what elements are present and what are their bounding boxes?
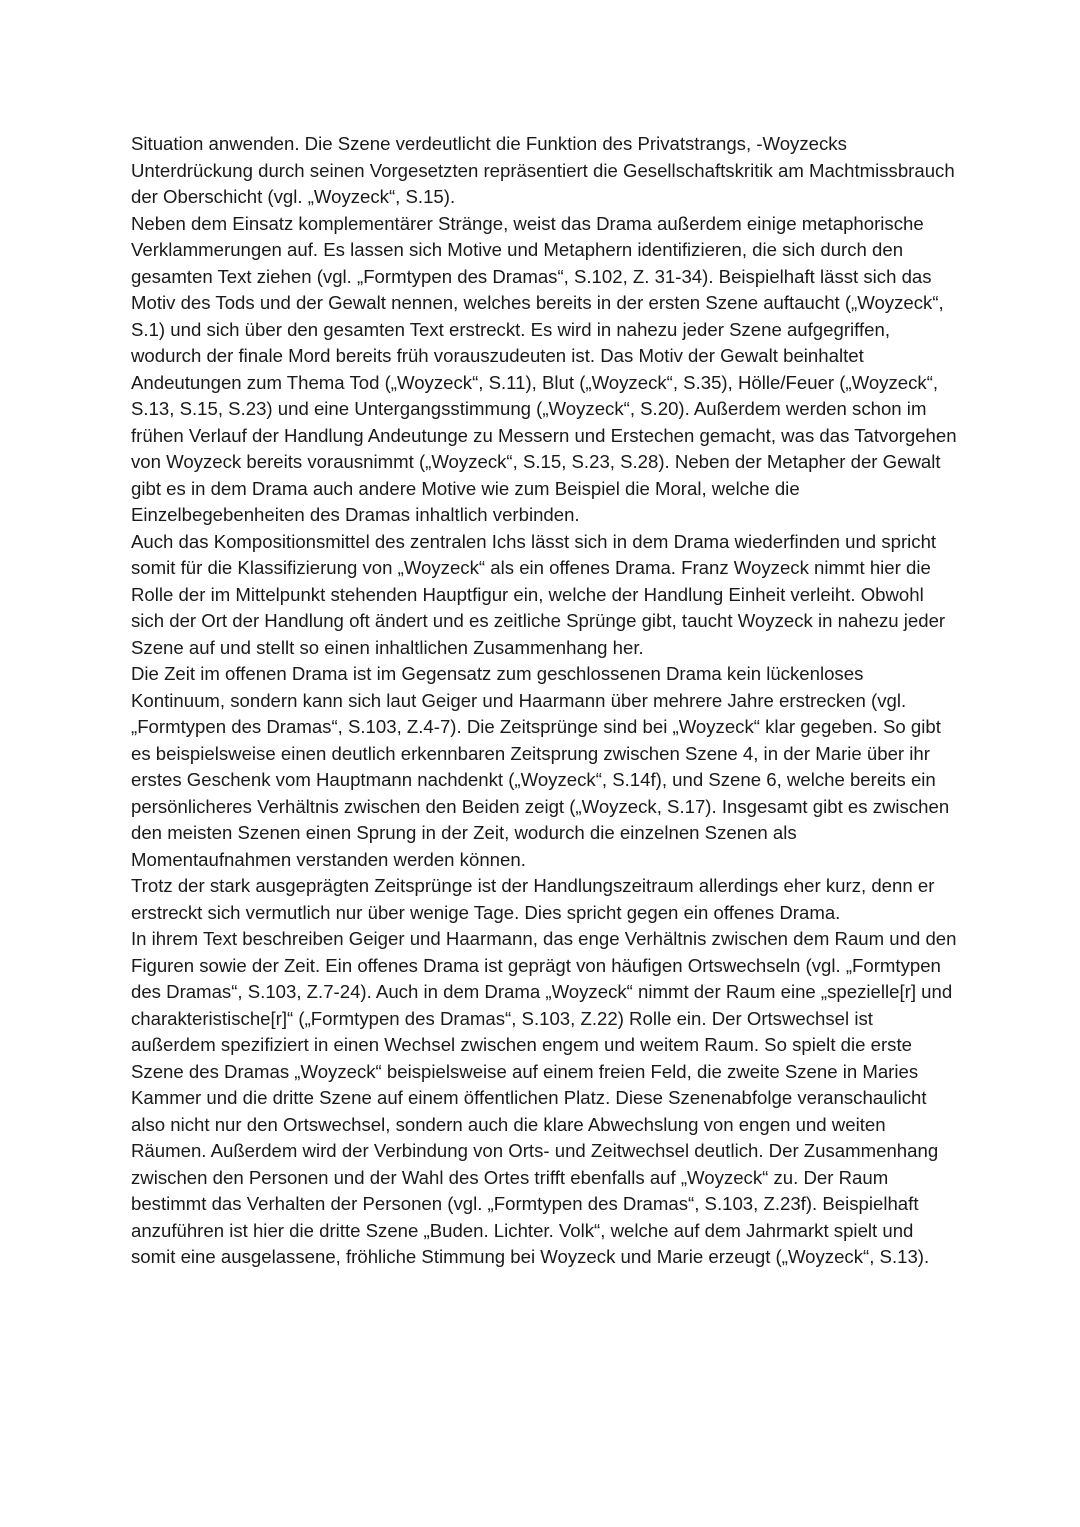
paragraph-raum-und-figuren: In ihrem Text beschreiben Geiger und Haarmann, das enge Verhältnis zwischen dem Raum und den Figuren sowie der Zeit. Ein offenes Drama ist geprägt von häufigen Ortswechseln (vgl. „Formtypen des Dramas“, S.103, Z.7-24). Auch in dem Drama „Woyzeck“ nimmt der Raum eine „spezielle[r] und charakteristische[r]“ („Formtypen des Dramas“, S.103, Z.22) Rolle ein. Der Ortswechsel ist außerdem spezifiziert in einen Wechsel zwischen engem und weitem Raum. So spielt die erste Szene des Dramas „Woyzeck“ beispielsweise auf einem freien Feld, die zweite Szene in Maries Kammer und die dritte Szene auf einem öffentlichen Platz. Diese Szenenabfolge veranschaulicht also nicht nur den Ortswechsel, sondern auch die klare Abwechslung von engen und weiten Räumen. Außerdem wird der Verbindung von Orts- und Zeitwechsel deutlich. Der Zusammenhang zwischen den Personen und der Wahl des Ortes trifft ebenfalls auf „Woyzeck“ zu. Der Raum bestimmt das Verhalten der Personen (vgl. „Formtypen des Dramas“, S.103, Z.23f). Beispielhaft anzuführen ist hier die dritte Szene „Buden. Lichter. Volk“, welche auf dem Jahrmarkt spielt und somit eine ausgelassene, fröhliche Stimmung bei Woyzeck und Marie erzeugt („Woyzeck“, S.13).: [131, 928, 957, 1267]
paragraph-zeit-offenes-drama: Die Zeit im offenen Drama ist im Gegensatz zum geschlossenen Drama kein lückenloses Kontinuum, sondern kann sich laut Geiger und Haarmann über mehrere Jahre erstrecken (vgl. „Formtypen des Dramas“, S.103, Z.4-7). Die Zeitsprünge sind bei „Woyzeck“ klar gegeben. So gibt es beispielsweise einen deutlich erkennbaren Zeitsprung zwischen Szene 4, in der Marie über ihr erstes Geschenk vom Hauptmann nachdenkt („Woyzeck“, S.14f), und Szene 6, welche bereits ein persönlicheres Verhältnis zwischen den Beiden zeigt („Woyzeck, S.17). Insgesamt gibt es zwischen den meisten Szenen einen Sprung in der Zeit, wodurch die einzelnen Szenen als Momentaufnahmen verstanden werden können.: [131, 663, 950, 870]
paragraph-zentrales-ich: Auch das Kompositionsmittel des zentralen Ichs lässt sich in dem Drama wiederfinden und spricht somit für die Klassifizierung von „Woyzeck“ als ein offenes Drama. Franz Woyzeck nimmt hier die Rolle der im Mittelpunkt stehenden Hauptfigur ein, welche der Handlung Einheit verleiht. Obwohl sich der Ort der Handlung oft ändert und es zeitliche Sprünge gibt, taucht Woyzeck in nahezu jeder Szene auf und stellt so einen inhaltlichen Zusammenhang her.: [131, 530, 946, 658]
paragraph-metaphorische-verklammerungen: Neben dem Einsatz komplementärer Stränge, weist das Drama außerdem einige metaphorische Verklammerungen auf. Es lassen sich Motive und Metaphern identifizieren, die sich durch den gesamten Text ziehen (vgl. „Formtypen des Dramas“, S.102, Z. 31-34). Beispielhaft lässt sich das Motiv des Tods und der Gewalt nennen, welches bereits in der ersten Szene auftaucht („Woyzeck“, S.1) und sich über den gesamten Text erstreckt. Es wird in nahezu jeder Szene aufgegriffen, wodurch der finale Mord bereits früh vorauszudeuten ist. Das Motiv der Gewalt beinhaltet Andeutungen zum Thema Tod („Woyzeck“, S.11), Blut („Woyzeck“, S.35), Hölle/Feuer („Woyzeck“, S.13, S.15, S.23) und eine Untergangsstimmung („Woyzeck“, S.20). Außerdem werden schon im frühen Verlauf der Handlung Andeutunge zu Messern und Erstechen gemacht, was das Tatvorgehen von Woyzeck bereits vorausnimmt („Woyzeck“, S.15, S.23, S.28). Neben der Metapher der Gewalt gibt es in dem Drama auch andere Motive wie zum Beispiel die Moral, welche die Einzelbegebenheiten des Dramas inhaltlich verbinden.: [131, 212, 957, 525]
document-page: [131, 131, 961, 1271]
paragraph-privatstrang: Situation anwenden. Die Szene verdeutlicht die Funktion des Privatstrangs, -Woyzecks Unterdrückung durch seinen Vorgesetzten repräsentiert die Gesellschaftskritik am Machtmissbrauch der Oberschicht (vgl. „Woyzeck“, S.15).: [131, 133, 955, 207]
paragraph-handlungszeitraum: Trotz der stark ausgeprägten Zeitsprünge ist der Handlungszeitraum allerdings eher kurz, denn er erstreckt sich vermutlich nur über wenige Tage. Dies spricht gegen ein offenes Drama.: [131, 875, 935, 923]
